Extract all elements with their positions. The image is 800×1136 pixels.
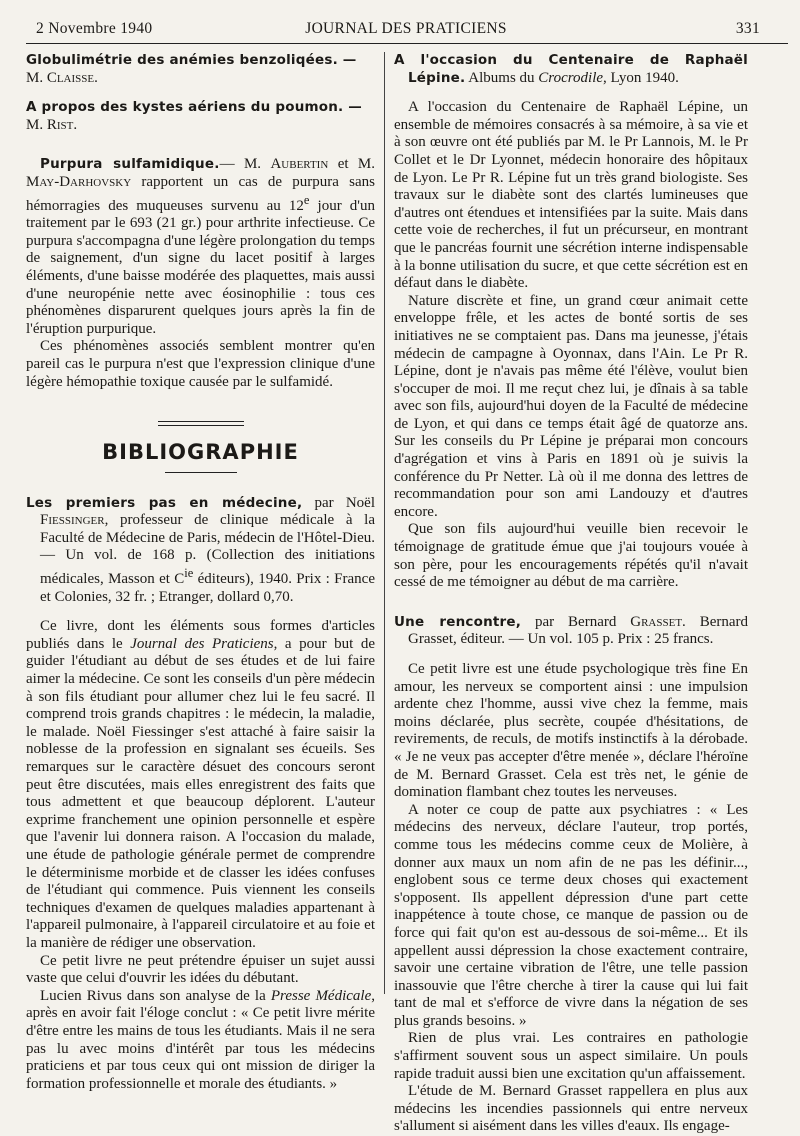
right-column — [394, 52, 748, 1136]
body-text: , a pour but de guider l'étudiant au début de ses études et de lui faire aimer la médecine. Ce sont les conseils d'un père médecin à son fils étudiant pour allumer chez lui le feu sacré. Il comprend trois grands chapitres : le médecin, la maladie, le malade. Noël Fiessinger s'est attaché à faire saisir la noblesse de la profession en signalant ses écueils. Ses remarques sur le caractère désuet des concours seront peut être discutées, mais elles enregistrent des faits que tous admettent et que beaucoup déplorent. L'auteur exprime franchement une opinion personnelle et espère que l'avenir lui donnera raison. A l'occasion du malade, une étude de pathologie générale permet de comprendre le déterminisme morbide et de classer les idées confuses de l'étudiant qui commence. Puis viennent les conseils techniques d'examen de quelques maladies appartenant à l'appareil pulmonaire, à l'appareil circulatoire et au foie et la manière de rédiger une observation. — [26, 635, 375, 951]
article-kystes — [26, 99, 375, 134]
body-text: — M. — [219, 156, 271, 173]
superscript: ie — [184, 566, 194, 581]
body-text: professeur de clinique médicale à la Faculté de Médecine de Paris, médecin de l'Hôtel-Dieu. — Un vol. de 168 p. (Collection des initiations médicales, Masson et C — [40, 512, 375, 588]
body-text: et M. — [328, 156, 376, 173]
author-name: May-Darhovsky — [26, 173, 132, 190]
article-title: Purpura sulfamidique. — [40, 156, 220, 173]
author-name: Fiessinger, — [40, 512, 109, 529]
superscript: e — [303, 192, 310, 207]
running-header — [36, 18, 776, 42]
article-author: M. Claisse. — [26, 69, 98, 86]
paragraph: L'étude de M. Bernard Grasset rappellera en plus aux médecins les incendies passionnels qui entre nerveux s'allument si aisément dans les villes d'eaux. Ils engage- — [394, 1083, 748, 1135]
journal-name: Crocrodile — [538, 69, 604, 86]
issue-date: 2 Novembre 1940 — [36, 20, 153, 37]
body-text: rapportent un cas de purpura sans hémorragies des muqueuses survenu au 12 — [26, 173, 375, 214]
author-name: Grasset. — [630, 613, 686, 630]
page-number: 331 — [735, 20, 760, 37]
book-title: A l'occasion du Centenaire de Raphaël Lépine. — [394, 52, 748, 86]
paragraph — [26, 988, 375, 1094]
bibliographie-section-header — [26, 421, 375, 473]
book-title: Les premiers pas en médecine, — [26, 494, 303, 511]
paragraph: A noter ce coup de patte aux psychiatres : « Les médecins des nerveux, déclare l'auteur, trop portés, comme tous les médecins comme ceux de Molière, à donner aux maux un nom afin de ne pas les définir..., englobent sous ce terme deux choses qui exactement s'opposent. Ils appellent dépression d'une part cette inappétence à toute chose, ce manque de passion ou de force qui fait qu'on est au-dessous de soi-même... Et ils appellent aussi dépression la chose exactement contraire, savoir une certaine vibration de l'être, une telle passion inassouvie que l'être cherche à tirer la cause qui lui fait tant de mal et s'efforce de vivre dans la négation de ses plus grands besoins. » — [394, 801, 748, 1029]
article-title: A propos des kystes aériens du poumon. — — [26, 99, 362, 116]
body-text: , Lyon 1940. — [603, 69, 679, 86]
body-text: Ce livre, dont les éléments sous formes d'articles publiés dans le — [26, 618, 375, 652]
article-purpura — [26, 156, 375, 338]
paragraph: Nature discrète et fine, un grand cœur animait cette enveloppe frêle, et les actes de bonté sortis de ses initiatives ne se comptaient pas. Dans ma jeunesse, j'étais médecin de campagne à Oyonnax, dans l'Ain. Le Pr R. Lépine, dont je n'avais pas même été l'élève, voulut bien s'occuper de moi. Il me reçut chez lui, je dînais à sa table avec son fils, aujourd'hui doyen de la Faculté de médecine de Lyon, et qui dans ce temps était âgé de quatorze ans. Sur les conseils du Pr Lépine je préparai mon concours d'agrégation et vins à Paris en 1891 où je suivis la conférence du Pr Netter. Là où il me donna des lettres de recommandation pour son ami Landouzy et d'autres encore. — [394, 292, 748, 520]
paragraph: Ce petit livre est une étude psychologique très fine En amour, les nerveux se comportent ainsi : une impulsion ardente chez l'homme, aussi vive chez la femme, mais moins déclarée, plus secrète, coupée d'hésitations, de revirements, de reculs, de motifs instinctifs à la dérobade. « Je ne veux pas accepter d'être menée », déclare l'héroïne de M. Bernard Grasset. Cela est très net, le génie de domination flambant chez toutes les nerveuses. — [394, 661, 748, 801]
section-title: BIBLIOGRAPHIE — [102, 440, 299, 465]
body-text: éditeurs), 1940. Prix : France et Colonies, 32 fr. ; Etranger, dollard 0,70. — [40, 571, 375, 605]
journal-name: Journal des Praticiens — [130, 635, 274, 652]
paragraph: Que son fils aujourd'hui veuille bien recevoir le témoignage de gratitude émue que j'ai toujours vouée à son père, pour les encouragements répétés qu'il n'avait cessé de me témoigner au début de ma carrière. — [394, 521, 748, 591]
article-globulimetrie — [26, 52, 375, 87]
body-text: Albums du — [465, 69, 539, 86]
journal-title: JOURNAL DES PRATICIENS — [305, 20, 507, 37]
rule — [165, 472, 237, 473]
book-entry-rencontre — [394, 614, 748, 649]
paragraph — [26, 618, 375, 952]
header-rule — [26, 43, 788, 44]
book-entry-lepine — [394, 52, 748, 87]
body-text: , après en avoir fait l'éloge conclut : « Ce petit livre mérite d'être entre les mains de tous les étudiants. Mais il ne sera pas lu avec moins d'intérêt par tous les médecins praticiens et par tous ceux qui ont mission de diriger la formation professionnelle et morale des étudiants. » — [26, 987, 375, 1092]
paragraph: Rien de plus vrai. Les contraires en pathologie s'affirment souvent sous un aspect similaire. Un pouls rapide traduit aussi bien une excitation qu'un affaissement. — [394, 1030, 748, 1082]
book-entry-premiers-pas — [26, 495, 375, 607]
body-text: par Noël — [302, 494, 375, 511]
double-rule — [158, 421, 244, 426]
paragraph: A l'occasion du Centenaire de Raphaël Lépine, un ensemble de mémoires consacrés à sa mémoire, à sa vie et à son œuvre ont été publiés par M. le Pr Lannois, M. le Pr Collet et le Dr Lyonnet, médecin honoraire des hôpitaux de Lyon. Le Pr R. Lépine fut un très grand biologiste. Ses travaux sur le diabète sont des clartés lumineuses que d'autres ont étendues et intensifiées par la suite. Mais dans cette voie de recherches, il fut un précurseur, en montrant que le pancréas fournit une sécrétion interne indispensable à la bonne utilisation du sucre, et que cette sécrétion est en défaut dans le diabète. — [394, 99, 748, 292]
article-title: Globulimétrie des anémies benzoliqées. — — [26, 52, 357, 68]
body-text: jour d'un traitement par le 693 (21 gr.) pour arthrite infectieuse. Ce purpura s'accompagna d'une légère prolongation du temps de saignement, d'un signe du lacet positif à larges éléments, d'une baisse modérée des plaquettes, mais aussi d'une neuropénie nette avec éosinophilie : tous ces phénomènes disparurent quelques jours après la fin de l'éruption purpurique. — [26, 197, 375, 337]
book-title: Une rencontre, — [394, 613, 522, 630]
body-text: Lucien Rivus dans son analyse de la — [40, 987, 271, 1004]
paragraph: Ce petit livre ne peut prétendre épuiser un sujet aussi vaste que celui d'ouvrir les idées du débutant. — [26, 952, 375, 987]
column-divider — [384, 52, 385, 994]
paragraph: Ces phénomènes associés semblent montrer qu'en pareil cas le purpura n'est que l'expression clinique d'une légère hémopathie toxique causée par le sulfamidé. — [26, 338, 375, 390]
author-name: Aubertin — [270, 156, 329, 173]
article-author: M. Rist. — [26, 116, 78, 133]
body-text: par Bernard — [521, 613, 631, 630]
body-text: Bernard Grasset, éditeur. — Un vol. 105 p. Prix : 25 francs. — [408, 613, 749, 648]
journal-name: Presse Médicale — [270, 987, 372, 1004]
left-column — [26, 52, 375, 1093]
